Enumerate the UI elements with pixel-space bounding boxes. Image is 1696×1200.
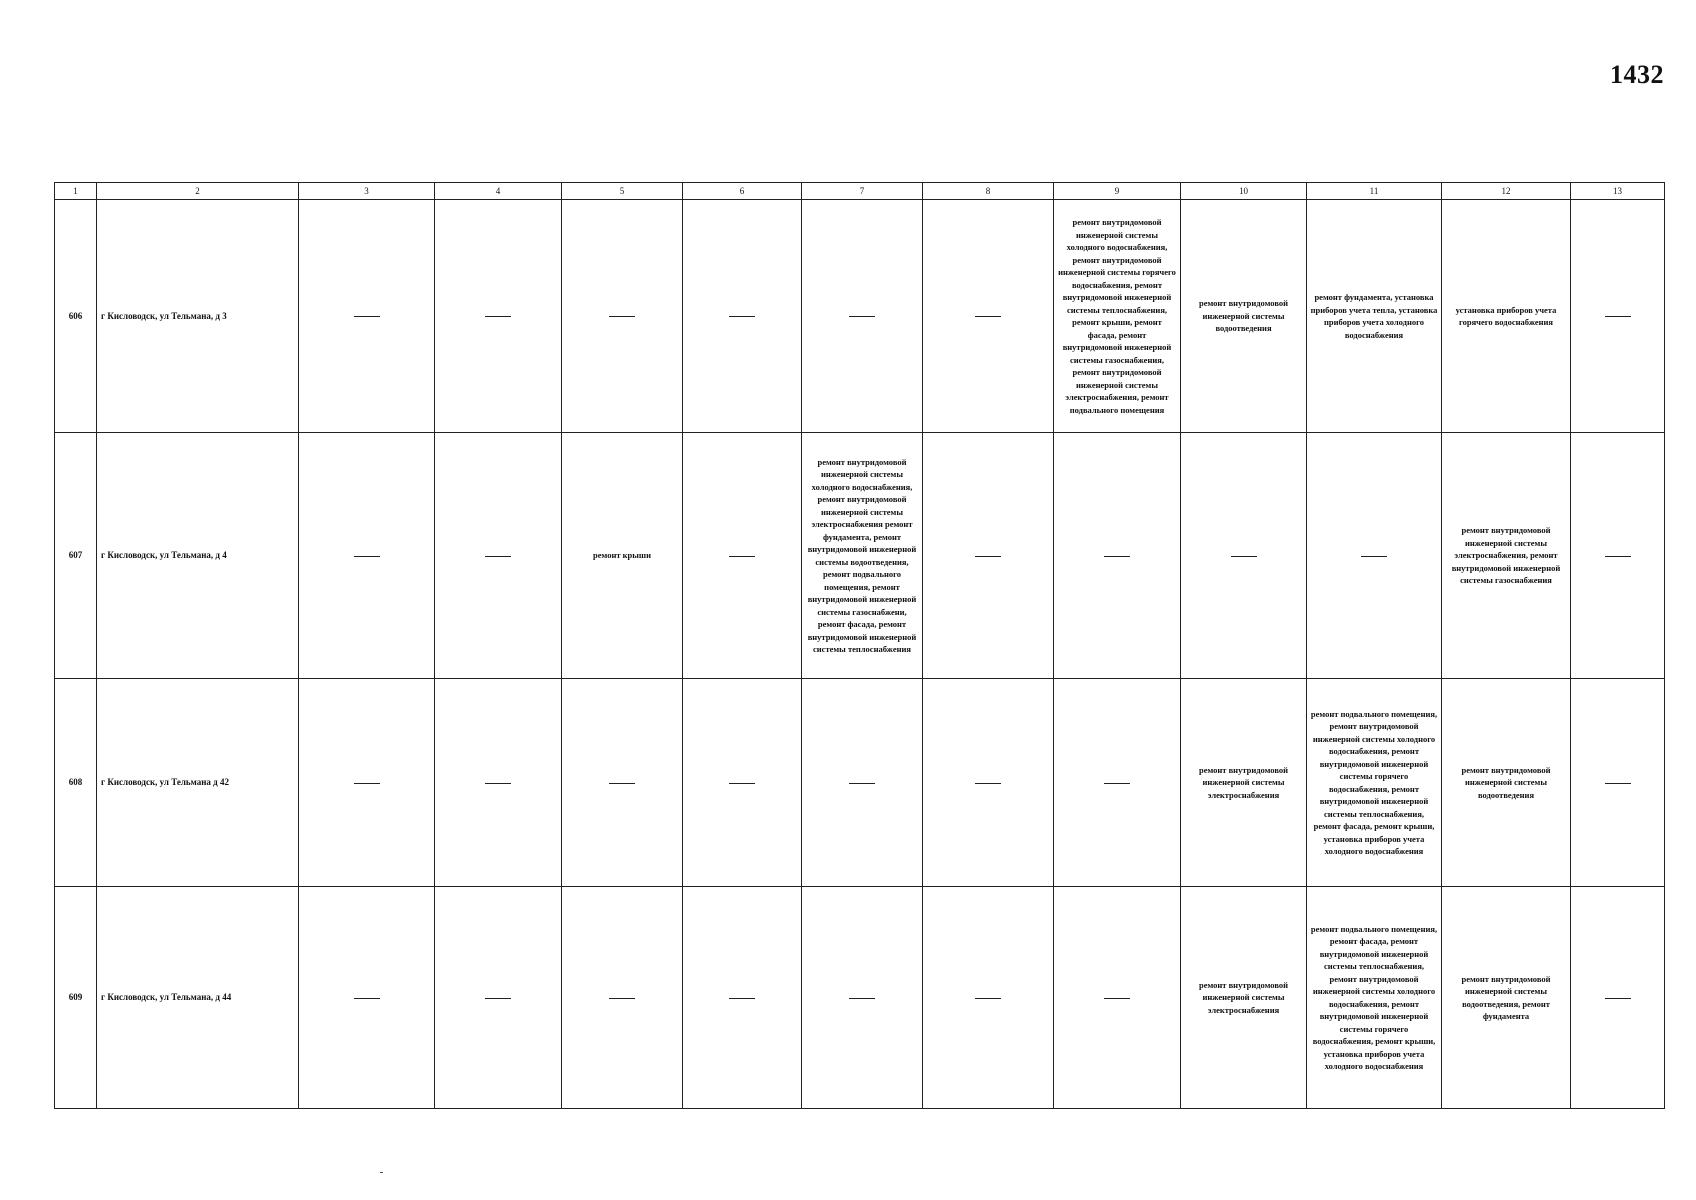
dash-mark xyxy=(354,556,380,557)
row-number xyxy=(55,679,97,887)
cell-text: ремонт внутридомовой инженерной системы электроснабжения, ремонт внутридомовой инженерной системы газоснабжения xyxy=(1451,525,1561,586)
dash-mark xyxy=(1104,556,1130,557)
dash-mark xyxy=(729,556,755,557)
column-header: 10 xyxy=(1181,183,1307,200)
cell-c7 xyxy=(802,679,923,887)
cell-text: ремонт внутридомовой инженерной системы водоотведения, ремонт фундамента xyxy=(1461,973,1551,1021)
column-number-row xyxy=(55,183,1665,200)
cell-c12 xyxy=(1442,679,1571,887)
cell-c9 xyxy=(1054,433,1181,679)
cell-text: ремонт внутридомовой инженерной системы водоотведения xyxy=(1198,298,1289,334)
dash-mark xyxy=(1605,316,1631,317)
dash-mark xyxy=(849,783,875,784)
cell-c3 xyxy=(299,679,435,887)
cell-c5 xyxy=(562,200,683,433)
dash-mark xyxy=(609,998,635,999)
cell-c4 xyxy=(435,200,562,433)
cell-text: г Кисловодск, ул Тельмана, д 4 xyxy=(101,550,227,561)
address-cell xyxy=(97,679,299,887)
cell-c7 xyxy=(802,200,923,433)
column-header: 5 xyxy=(562,183,683,200)
column-header: 4 xyxy=(435,183,562,200)
cell-c6 xyxy=(683,433,802,679)
cell-c3 xyxy=(299,433,435,679)
dash-mark xyxy=(609,316,635,317)
cell-c9 xyxy=(1054,887,1181,1109)
cell-c11 xyxy=(1307,887,1442,1109)
dash-mark xyxy=(485,556,511,557)
address-cell xyxy=(97,433,299,679)
table-row xyxy=(55,433,1665,679)
cell-c13 xyxy=(1571,679,1665,887)
dash-mark xyxy=(849,316,875,317)
cell-c5 xyxy=(562,679,683,887)
column-header: 2 xyxy=(97,183,299,200)
cell-c8 xyxy=(923,433,1054,679)
cell-text: г Кисловодск, ул Тельмана, д 3 xyxy=(101,310,227,321)
dash-mark xyxy=(1104,998,1130,999)
address-cell xyxy=(97,200,299,433)
cell-c3 xyxy=(299,887,435,1109)
column-header: 13 xyxy=(1571,183,1665,200)
cell-c11 xyxy=(1307,433,1442,679)
dash-mark xyxy=(729,998,755,999)
column-header: 3 xyxy=(299,183,435,200)
cell-text: ремонт внутридомовой инженерной системы электроснабжения xyxy=(1198,979,1289,1015)
cell-text: ремонт подвального помещения, ремонт внутридомовой инженерной системы холодного водоснабжения, ремонт внутридомовой инженерной системы горячего водоснабжения, ремонт внутридомовой инженерной системы теплоснабжения, ремонт фасада, ремонт крыши, установка приборов учета холодного водоснабжения xyxy=(1310,708,1438,856)
row-number xyxy=(55,887,97,1109)
cell-c9 xyxy=(1054,679,1181,887)
cell-c12 xyxy=(1442,887,1571,1109)
cell-text: г Кисловодск, ул Тельмана д 42 xyxy=(101,777,229,788)
column-header: 12 xyxy=(1442,183,1571,200)
dash-mark xyxy=(729,783,755,784)
cell-c11 xyxy=(1307,200,1442,433)
scan-speck xyxy=(380,1172,383,1173)
cell-c11 xyxy=(1307,679,1442,887)
cell-c5 xyxy=(562,433,683,679)
column-header: 9 xyxy=(1054,183,1181,200)
table-row xyxy=(55,200,1665,433)
dash-mark xyxy=(1231,556,1257,557)
cell-c4 xyxy=(435,887,562,1109)
cell-text: 606 xyxy=(68,310,83,321)
cell-c4 xyxy=(435,679,562,887)
column-header: 1 xyxy=(55,183,97,200)
cell-c13 xyxy=(1571,433,1665,679)
cell-c8 xyxy=(923,200,1054,433)
cell-text: ремонт фундамента, установка приборов учета тепла, установка приборов учета холодного водоснабжения xyxy=(1310,292,1438,340)
dash-mark xyxy=(1605,998,1631,999)
dash-mark xyxy=(354,783,380,784)
cell-c6 xyxy=(683,200,802,433)
page-number: 1432 xyxy=(1610,60,1664,89)
dash-mark xyxy=(1361,556,1387,557)
dash-mark xyxy=(1605,783,1631,784)
cell-c5 xyxy=(562,887,683,1109)
cell-text: ремонт внутридомовой инженерной системы электроснабжения xyxy=(1198,764,1289,800)
cell-text: ремонт внутридомовой инженерной системы холодного водоснабжения, ремонт внутридомовой инженерной системы электроснабжения ремонт фундамента, ремонт внутридомовой инженерной системы водоотведения, ремонт подвального помещения, ремонт внутридомовой инженерной системы газоснабжени, ремонт фасада, ремонт внутридомовой инженерной системы теплоснабжения xyxy=(807,456,917,654)
dash-mark xyxy=(354,998,380,999)
capital-repair-table xyxy=(54,182,1665,1109)
dash-mark xyxy=(975,556,1001,557)
cell-c6 xyxy=(683,887,802,1109)
cell-text: ремонт крыши xyxy=(593,550,651,561)
dash-mark xyxy=(1605,556,1631,557)
cell-text: г Кисловодск, ул Тельмана, д 44 xyxy=(101,992,232,1003)
column-header: 7 xyxy=(802,183,923,200)
cell-c7 xyxy=(802,887,923,1109)
dash-mark xyxy=(485,998,511,999)
dash-mark xyxy=(609,783,635,784)
table-row xyxy=(55,679,1665,887)
dash-mark xyxy=(975,783,1001,784)
cell-c4 xyxy=(435,433,562,679)
cell-c13 xyxy=(1571,887,1665,1109)
cell-c3 xyxy=(299,200,435,433)
cell-c9 xyxy=(1054,200,1181,433)
column-header: 11 xyxy=(1307,183,1442,200)
cell-c10 xyxy=(1181,433,1307,679)
dash-mark xyxy=(485,316,511,317)
cell-c12 xyxy=(1442,433,1571,679)
cell-text: ремонт внутридомовой инженерной системы водоотведения xyxy=(1461,764,1551,800)
table-row xyxy=(55,887,1665,1109)
dash-mark xyxy=(354,316,380,317)
dash-mark xyxy=(1104,783,1130,784)
cell-c10 xyxy=(1181,679,1307,887)
column-header: 6 xyxy=(683,183,802,200)
cell-text: установка приборов учета горячего водоснабжения xyxy=(1455,304,1557,327)
dash-mark xyxy=(849,998,875,999)
cell-c7 xyxy=(802,433,923,679)
cell-c12 xyxy=(1442,200,1571,433)
address-cell xyxy=(97,887,299,1109)
cell-c10 xyxy=(1181,200,1307,433)
cell-text: 609 xyxy=(68,992,83,1003)
cell-text: ремонт подвального помещения, ремонт фасада, ремонт внутридомовой инженерной системы теплоснабжения, ремонт внутридомовой инженерной системы холодного водоснабжения, ремонт внутридомовой инженерной системы горячего водоснабжения, ремонт крыши, установка приборов учета холодного водоснабжения xyxy=(1310,923,1438,1071)
dash-mark xyxy=(975,316,1001,317)
dash-mark xyxy=(975,998,1001,999)
cell-text: 608 xyxy=(68,777,83,788)
dash-mark xyxy=(485,783,511,784)
cell-c8 xyxy=(923,887,1054,1109)
cell-c8 xyxy=(923,679,1054,887)
column-header: 8 xyxy=(923,183,1054,200)
cell-text: 607 xyxy=(68,550,83,561)
row-number xyxy=(55,200,97,433)
table-body xyxy=(55,200,1665,1109)
cell-c6 xyxy=(683,679,802,887)
cell-text: ремонт внутридомовой инженерной системы холодного водоснабжения, ремонт внутридомовой инженерной системы горячего водоснабжения, ремонт внутридомовой инженерной системы теплоснабжения, ремонт крыши, ремонт фасада, ремонт внутридомовой инженерной системы газоснабжения, ремонт внутридомовой инженерной системы электроснабжения, ремонт подвального помещения xyxy=(1058,217,1176,415)
dash-mark xyxy=(729,316,755,317)
row-number xyxy=(55,433,97,679)
cell-c10 xyxy=(1181,887,1307,1109)
cell-c13 xyxy=(1571,200,1665,433)
